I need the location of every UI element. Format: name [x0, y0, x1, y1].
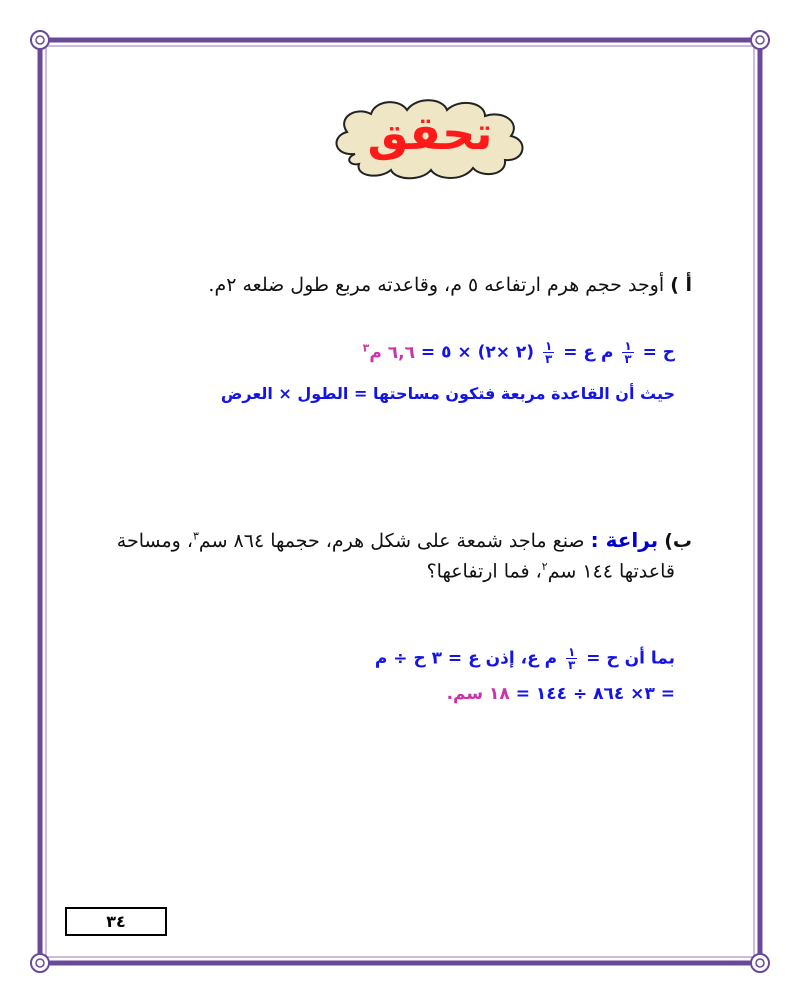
solution-a-formula	[363, 340, 675, 365]
question-a-label: أ )	[670, 274, 692, 296]
fraction-numerator: ١	[545, 339, 553, 353]
question-b-text-1: صنع ماجد شمعة على شكل هرم، حجمها ٨٦٤ سم	[198, 530, 585, 552]
fraction-denominator: ٣	[567, 658, 576, 672]
question-b-exponent-1: ٣	[193, 529, 199, 543]
solution-a-result-value: ٦,٦ م	[369, 342, 415, 363]
fraction-one-third-3	[566, 646, 577, 671]
solution-a-result	[362, 340, 415, 363]
solution-b-start: بما أن ح =	[586, 648, 675, 669]
solution-a-mid: م ع =	[563, 342, 614, 363]
fraction-denominator: ٣	[624, 352, 632, 366]
question-b-line1	[117, 528, 692, 552]
question-b-text-1-end: ، ومساحة	[116, 530, 193, 552]
fraction-one-third-2	[543, 340, 554, 365]
page-title: تحقق	[367, 106, 493, 160]
fraction-numerator: ١	[567, 645, 576, 659]
question-b-text-2-end: ، فما ارتفاعها؟	[426, 560, 542, 583]
question-b-exponent-2: ٢	[541, 560, 548, 573]
solution-b-calc: = ٣× ٨٦٤ ÷ ١٤٤ =	[515, 684, 675, 704]
solution-b-line1	[375, 646, 675, 671]
question-a	[208, 274, 692, 296]
fraction-numerator: ١	[624, 339, 632, 353]
question-b-line2	[427, 560, 675, 582]
solution-b-line2	[447, 684, 675, 704]
page-number: ٣٤	[65, 907, 167, 936]
question-b-keyword: براعة :	[590, 528, 659, 552]
fraction-denominator: ٣	[545, 352, 553, 366]
fraction-one-third	[622, 340, 633, 365]
solution-a-note: حيث أن القاعدة مربعة فتكون مساحتها = الطول × العرض	[220, 384, 675, 403]
question-a-text: أوجد حجم هرم ارتفاعه ٥ م، وقاعدته مربع طول ضلعه ٢م.	[208, 274, 665, 296]
solution-b-result: ١٨ سم.	[446, 684, 510, 704]
question-b-text-2: قاعدتها ١٤٤ سم	[547, 560, 675, 583]
solution-a-start: ح =	[642, 342, 675, 363]
title-cloud	[325, 92, 535, 182]
question-b-label: ب)	[664, 530, 692, 552]
solution-b-end: م ع، إذن ع = ٣ ح ÷ م	[374, 648, 558, 669]
solution-a-result-exponent: ٣	[362, 340, 370, 354]
solution-a-rest: (٢ ×٢) × ٥ =	[420, 342, 535, 363]
